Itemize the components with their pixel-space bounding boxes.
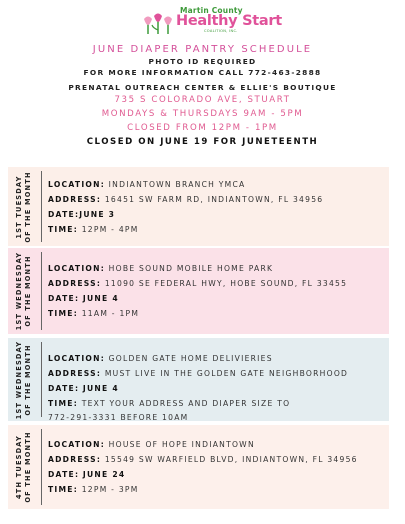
date-row — [48, 291, 385, 306]
address-row — [48, 192, 385, 207]
time-row — [48, 306, 385, 321]
time-value: 11AM - 1PM — [81, 309, 140, 318]
time-value: 12PM - 4PM — [81, 224, 139, 234]
time-label: TIME: — [48, 399, 79, 408]
holiday-closure: CLOSED ON JUNE 19 FOR JUNETEENTH — [86, 137, 319, 147]
location-label: LOCATION: — [48, 179, 105, 189]
time-label: TIME: — [48, 309, 79, 318]
address-value: 16451 SW FARM RD, INDIANTOWN, FL 34956 — [104, 194, 324, 204]
date-row — [48, 207, 385, 222]
section-details — [48, 248, 385, 334]
section-day-label — [8, 167, 40, 246]
date-label: DATE: — [48, 294, 80, 303]
time-row — [48, 222, 385, 237]
address-label: ADDRESS: — [48, 455, 102, 464]
logo-top-text: Martin County — [180, 6, 243, 15]
section-details — [48, 167, 385, 246]
address-label: ADDRESS: — [48, 279, 102, 288]
day-line: 1ST TUESDAY — [15, 174, 23, 239]
venue-name: PRENATAL OUTREACH CENTER & ELLIE'S BOUTIQUE — [68, 83, 337, 92]
location-value: GOLDEN GATE HOME DELIVIERIES — [108, 354, 273, 363]
section-day-label — [8, 338, 40, 421]
location-label: LOCATION: — [48, 264, 105, 273]
section-day-label — [8, 248, 40, 334]
date-label: DATE: — [48, 470, 80, 479]
time-row — [48, 482, 385, 497]
time-label: TIME: — [48, 224, 79, 234]
date-row — [48, 467, 385, 482]
location-label: LOCATION: — [48, 354, 105, 363]
time-row — [48, 396, 385, 411]
day-line: 1ST WEDNESDAY — [15, 340, 23, 419]
address-label: ADDRESS: — [48, 369, 102, 378]
divider — [41, 342, 42, 417]
logo-main-text: Healthy Start — [176, 13, 282, 29]
address-row — [48, 366, 385, 381]
date-row — [48, 381, 385, 396]
divider — [41, 429, 42, 505]
time-value: TEXT YOUR ADDRESS AND DIAPER SIZE TO — [81, 399, 291, 408]
time-value: 12PM - 3PM — [81, 485, 139, 494]
date-value: JUNE 3 — [79, 209, 116, 219]
lunch-closure: CLOSED FROM 12PM - 1PM — [127, 123, 278, 133]
tulip-flowers-icon — [142, 12, 176, 34]
location-value: INDIANTOWN BRANCH YMCA — [108, 179, 246, 189]
date-label: DATE: — [48, 384, 80, 393]
divider — [41, 171, 42, 242]
venue-address: 735 S COLORADO AVE, STUART — [114, 95, 291, 105]
day-line: 1ST WEDNESDAY — [15, 251, 23, 331]
schedule-section — [8, 167, 389, 246]
month-line: OF THE MONTH — [24, 343, 32, 416]
month-line: OF THE MONTH — [24, 170, 32, 243]
location-row — [48, 261, 385, 276]
location-row — [48, 437, 385, 452]
date-value: JUNE 4 — [82, 384, 119, 393]
address-label: ADDRESS: — [48, 194, 102, 204]
location-label: LOCATION: — [48, 440, 105, 449]
address-row — [48, 276, 385, 291]
location-value: HOUSE OF HOPE INDIANTOWN — [108, 440, 255, 449]
address-value: 15549 SW WARFIELD BLVD, INDIANTOWN, FL 34956 — [104, 455, 358, 464]
time-label: TIME: — [48, 485, 79, 494]
address-value: 11090 SE FEDERAL HWY, HOBE SOUND, FL 33455 — [104, 279, 348, 288]
venue-hours: MONDAYS & THURSDAYS 9AM - 5PM — [101, 109, 304, 119]
location-row — [48, 351, 385, 366]
address-value: MUST LIVE IN THE GOLDEN GATE NEIGHBORHOOD — [104, 369, 349, 378]
time-continuation: 772-291-3331 BEFORE 10AM — [48, 413, 189, 422]
schedule-section — [8, 338, 389, 421]
date-value: JUNE 4 — [82, 294, 119, 303]
section-day-label — [8, 425, 40, 509]
address-row — [48, 452, 385, 467]
logo-sub-text: COALITION, INC. — [204, 29, 238, 33]
location-row — [48, 177, 385, 192]
info-phone: FOR MORE INFORMATION CALL 772-463-2888 — [83, 68, 322, 77]
schedule-section — [8, 248, 389, 334]
section-details — [48, 338, 385, 421]
logo — [142, 6, 282, 34]
section-details — [48, 425, 385, 509]
schedule-section — [8, 425, 389, 509]
month-line: OF THE MONTH — [24, 255, 32, 327]
location-value: HOBE SOUND MOBILE HOME PARK — [108, 264, 274, 273]
schedule-header — [0, 44, 405, 149]
id-requirement: PHOTO ID REQUIRED — [148, 57, 257, 66]
divider — [41, 252, 42, 330]
day-line: 4TH TUESDAY — [15, 435, 23, 499]
page-title: JUNE DIAPER PANTRY SCHEDULE — [92, 44, 313, 55]
date-value: JUNE 24 — [82, 470, 126, 479]
month-line: OF THE MONTH — [24, 431, 32, 503]
date-label: DATE: — [48, 209, 80, 219]
